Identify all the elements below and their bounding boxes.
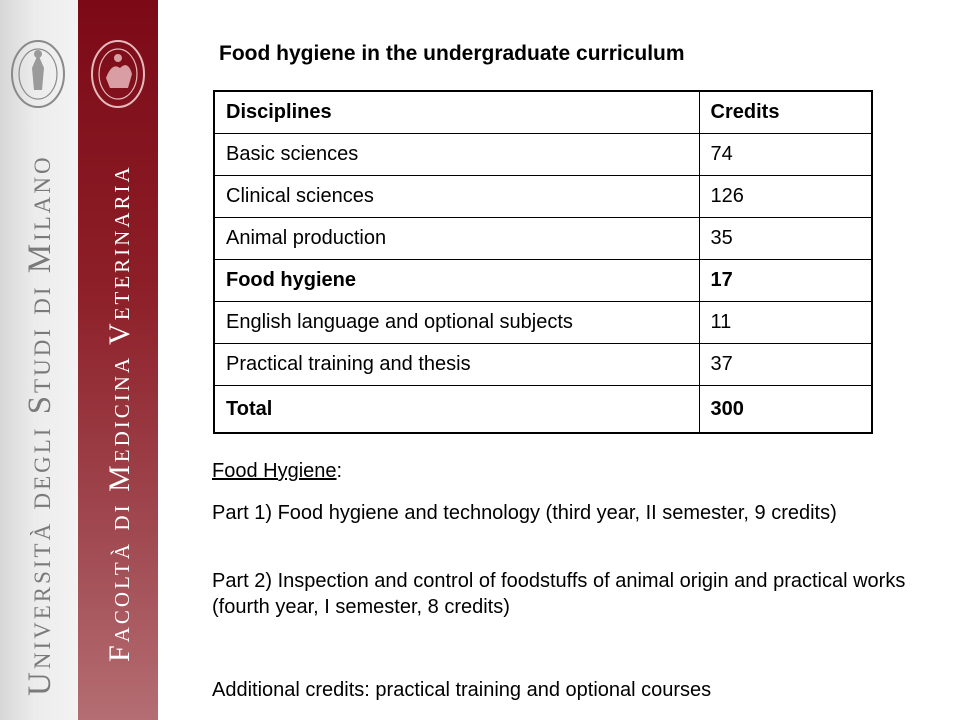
notes-heading-text: Food Hygiene bbox=[212, 460, 337, 482]
table-row bbox=[214, 218, 872, 260]
faculty-seal-icon bbox=[90, 38, 146, 110]
table-row bbox=[214, 260, 872, 302]
header-disciplines: Disciplines bbox=[214, 91, 699, 134]
header-credits: Credits bbox=[699, 91, 872, 134]
discipline-cell: Animal production bbox=[214, 218, 699, 260]
credits-cell: 300 bbox=[699, 386, 872, 434]
table-row bbox=[214, 344, 872, 386]
table-row bbox=[214, 134, 872, 176]
table-total-row bbox=[214, 386, 872, 434]
table-row bbox=[214, 302, 872, 344]
credits-cell: 17 bbox=[699, 260, 872, 302]
notes-part1: Part 1) Food hygiene and technology (third year, II semester, 9 credits) bbox=[212, 502, 837, 524]
discipline-cell: English language and optional subjects bbox=[214, 302, 699, 344]
notes-part2: Part 2) Inspection and control of foodstuffs of animal origin and practical works (fourth year, I semester, 8 credits) bbox=[212, 570, 906, 618]
table-row bbox=[214, 176, 872, 218]
slide-title: Food hygiene in the undergraduate curriculum bbox=[219, 42, 685, 65]
discipline-cell: Practical training and thesis bbox=[214, 344, 699, 386]
credits-cell: 37 bbox=[699, 344, 872, 386]
credits-cell: 126 bbox=[699, 176, 872, 218]
discipline-cell: Basic sciences bbox=[214, 134, 699, 176]
credits-cell: 74 bbox=[699, 134, 872, 176]
discipline-cell: Total bbox=[214, 386, 699, 434]
discipline-cell: Clinical sciences bbox=[214, 176, 699, 218]
notes-heading bbox=[212, 458, 342, 484]
credits-cell: 35 bbox=[699, 218, 872, 260]
university-name: Università degli Studi di Milano bbox=[22, 154, 58, 696]
university-seal-icon bbox=[10, 38, 66, 110]
faculty-name: Facoltà di Medicina Veterinaria bbox=[103, 164, 136, 662]
notes-additional: Additional credits: practical training and optional courses bbox=[212, 679, 712, 701]
table-header-row bbox=[214, 91, 872, 134]
credits-cell: 11 bbox=[699, 302, 872, 344]
discipline-cell: Food hygiene bbox=[214, 260, 699, 302]
credits-table bbox=[213, 90, 873, 434]
notes-heading-colon: : bbox=[336, 460, 343, 482]
